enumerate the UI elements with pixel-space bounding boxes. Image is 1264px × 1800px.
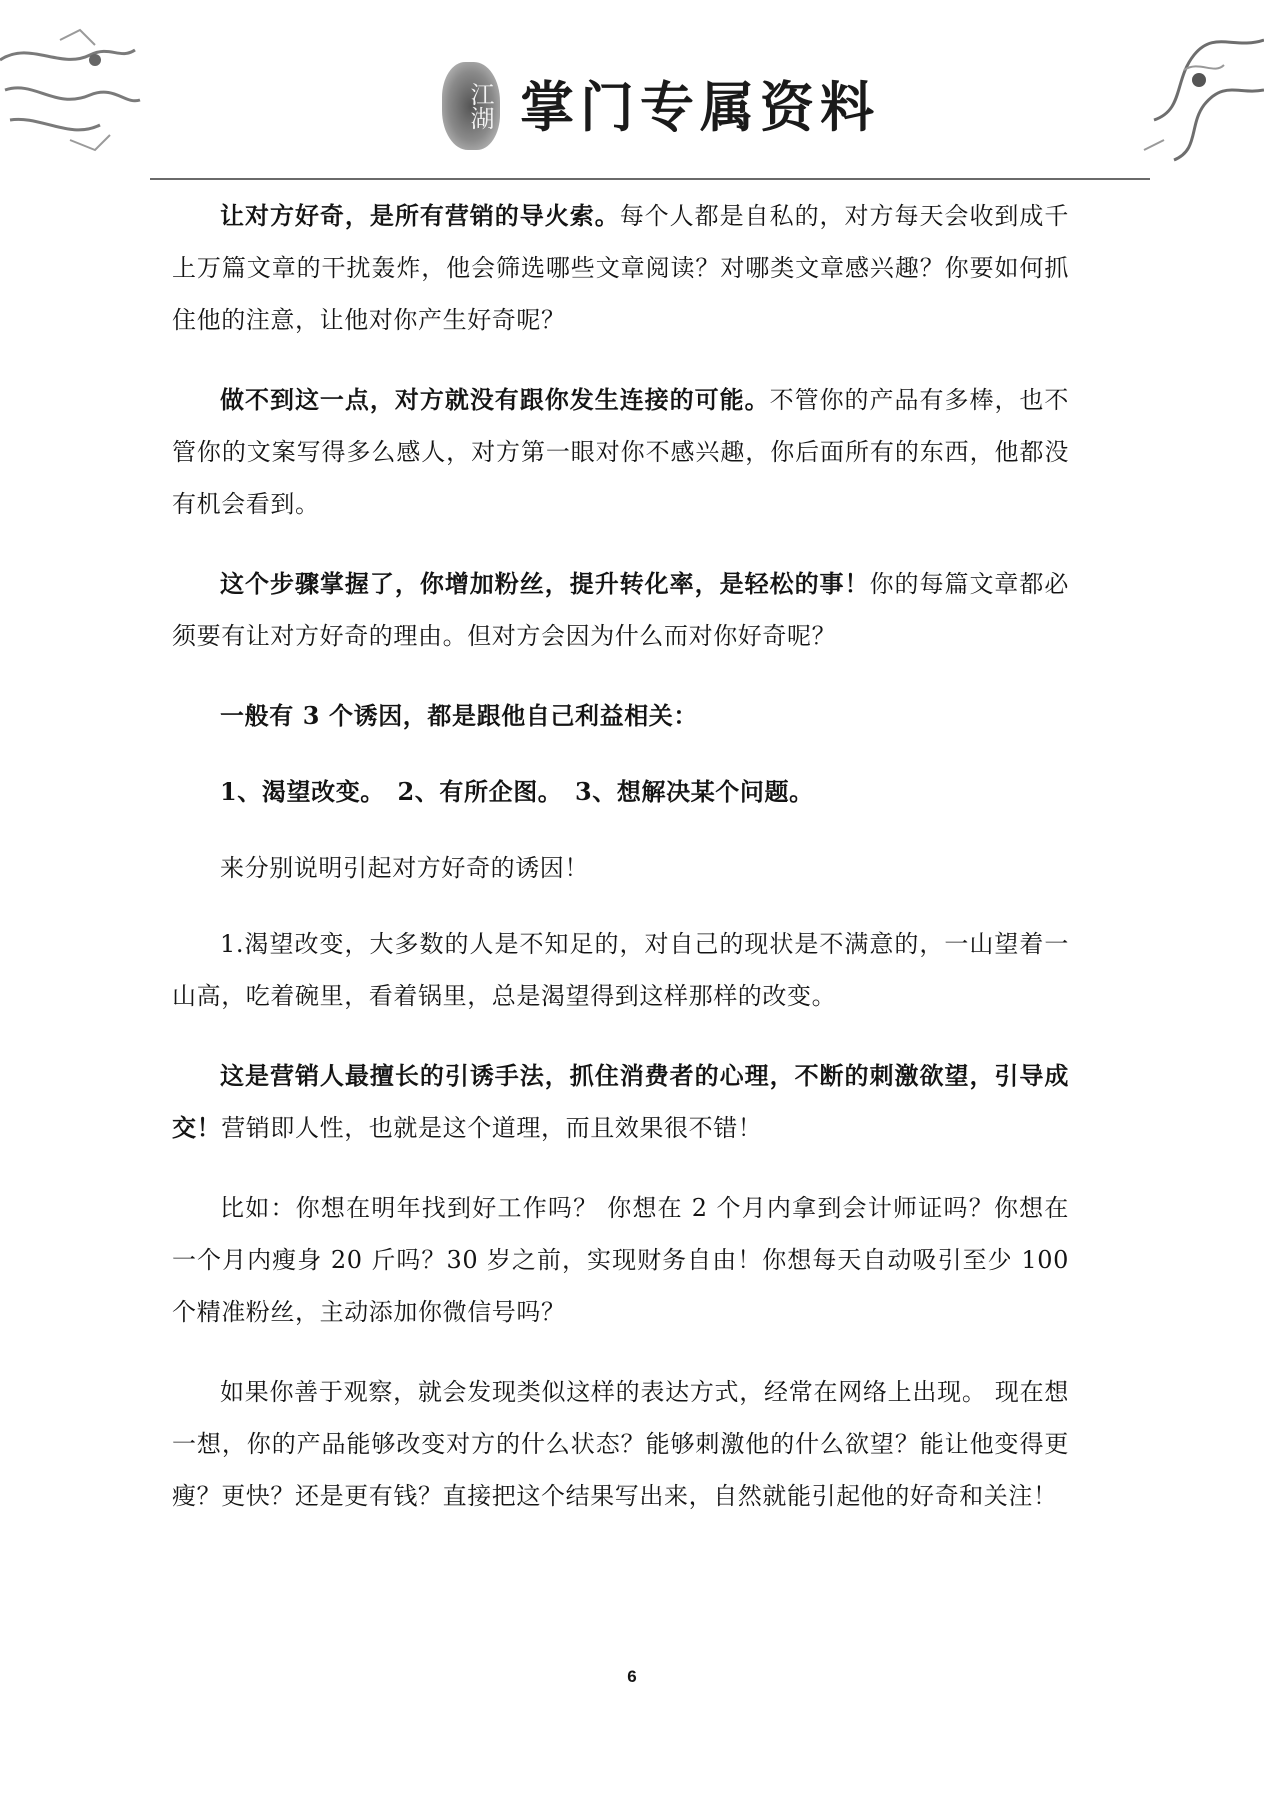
paragraph: 让对方好奇，是所有营销的导火索。每个人都是自私的，对方每天会收到成千上万篇文章的干扰轰炸，他会筛选哪些文章阅读？对哪类文章感兴趣？你要如何抓住他的注意，让他对你产生好奇呢？ — [172, 201, 1069, 334]
paragraph: 这是营销人最擅长的引诱手法，抓住消费者的心理，不断的刺激欲望，引导成交！营销即人性，也就是这个道理，而且效果很不错！ — [172, 1061, 1069, 1142]
header-title: 掌门专属资料 — [520, 75, 880, 139]
page-header — [0, 0, 1264, 185]
header-seal: 江湖 — [442, 62, 500, 150]
paragraph: 一般有 3 个诱因，都是跟他自己利益相关： — [220, 701, 699, 730]
paragraph: 这个步骤掌握了，你增加粉丝，提升转化率，是轻松的事！你的每篇文章都必须要有让对方好奇的理由。但对方会因为什么而对你好奇呢？ — [172, 569, 1069, 650]
paragraph: 1.渴望改变，大多数的人是不知足的，对自己的现状是不满意的，一山望着一山高，吃着碗里，看着锅里，总是渴望得到这样那样的改变。 — [172, 930, 1069, 1010]
header-divider — [150, 178, 1150, 180]
document-body — [172, 190, 1069, 1550]
paragraph: 比如：你想在明年找到好工作吗？ 你想在 2 个月内拿到会计师证吗？你想在一个月内瘦身 20 斤吗？30 岁之前，实现财务自由！你想每天自动吸引至少 100 个精准粉丝，主动添加你微信号吗？ — [172, 1194, 1069, 1326]
paragraph: 来分别说明引起对方好奇的诱因！ — [220, 854, 589, 882]
paragraph: 做不到这一点，对方就没有跟你发生连接的可能。不管你的产品有多棒，也不管你的文案写得多么感人，对方第一眼对你不感兴趣，你后面所有的东西，他都没有机会看到。 — [172, 385, 1070, 518]
paragraph: 如果你善于观察，就会发现类似这样的表达方式，经常在网络上出现。 现在想一想，你的产品能够改变对方的什么状态？能够刺激他的什么欲望？能让他变得更瘦？更快？还是更有钱？直接把这个结果写出来，自然就能引起他的好奇和关注！ — [172, 1378, 1069, 1510]
dragon-left-icon — [0, 0, 150, 175]
page-number: 6 — [627, 1667, 637, 1686]
dragon-right-icon — [1124, 0, 1264, 175]
paragraph: 1、渴望改变。 2、有所企图。 3、想解决某个问题。 — [220, 777, 814, 806]
